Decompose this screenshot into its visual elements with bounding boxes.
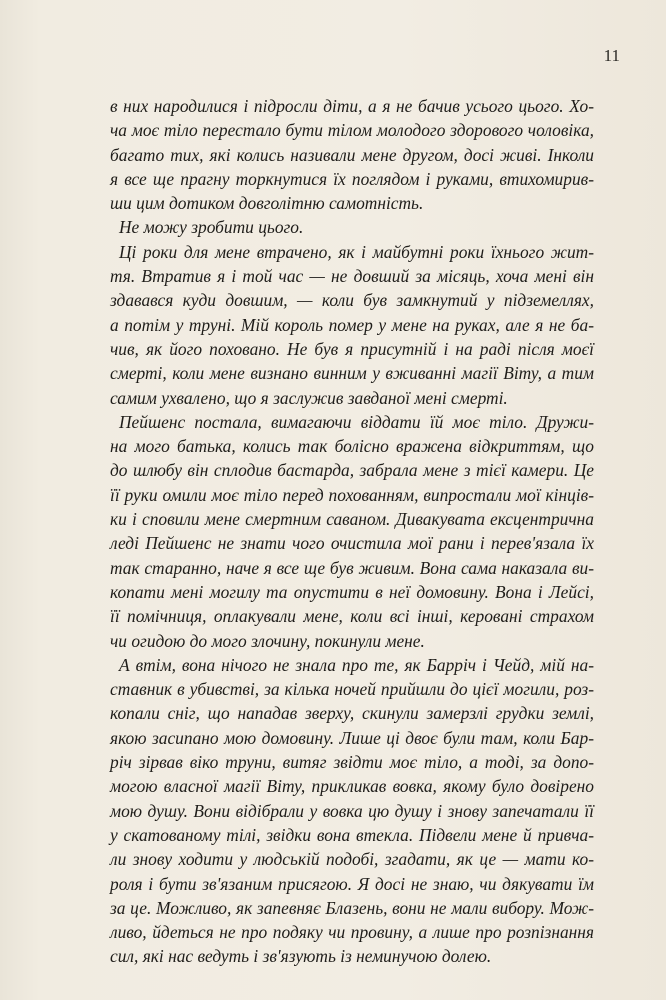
text-line: сил, які нас ведуть і зв'язують із неминучою долею. [110,946,492,967]
text-line: чи огидою до мого злочину, покинули мене. [110,630,425,651]
text-line: ча моє тіло перестало бути тілом молодого здорового чоловіка, [110,120,594,141]
text-line: копати мені могилу та опустити в неї домовину. Вона і Лейсі, [110,581,594,602]
body-text [110,94,594,969]
text-line: мою душу. Вони відібрали у вовка цю душу і знову запечатали її [110,800,594,821]
text-line: ливо, йдеться не про подяку чи провину, а лише про розпізнання [110,922,594,943]
text-line: ши цим дотиком довголітню самотність. [110,193,424,214]
text-line: смерті, коли мене визнано винним у вживанні магії Віту, а тим [110,363,594,384]
text-line: її помічниця, оплакували мене, коли всі інші, керовані страхом [110,606,594,627]
text-line: ли знову ходити у людській подобі, згадати, як це — мати ко- [110,849,594,870]
text-line: її руки омили моє тіло перед похованням, випростали мої кінців- [110,484,594,505]
text-line: могою власної магії Віту, прикликав вовка, якому було довірено [110,776,594,797]
text-line: я все ще прагну торкнутися їх поглядом і руками, втихомирив- [110,168,594,189]
text-line: в них народилися і підросли діти, а я не бачив усього цього. Хо- [110,96,594,116]
text-line: річ зірвав віко труни, витяг звідти моє тіло, а тоді, за допо- [110,752,594,773]
text-line: ки і сповили мене смертним саваном. Дивакувата ексцентрична [110,509,594,530]
text-line: у скатованому тілі, звідки вона втекла. Підвели мене й привча- [110,824,594,845]
text-line: до шлюбу він сплодив бастарда, забрала мене з тієї камери. Це [110,460,594,481]
text-line: Ці роки для мене втрачено, як і майбутні роки їхнього жит- [119,241,594,262]
text-line: ставник в убивстві, за кілька ночей прийшли до цієї могили, роз- [110,679,594,700]
text-line: а потім у труні. Мій король помер у мене на руках, але я не ба- [110,314,594,335]
text-line: за це. Можливо, як запевняє Блазень, вони не мали вибору. Мож- [110,897,594,918]
text-line: якою засипано мою домовину. Лише ці двоє були там, коли Бар- [110,727,594,748]
text-line: Не можу зробити цього. [119,217,304,238]
text-line: Пейшенс постала, вимагаючи віддати їй моє тіло. Дружи- [119,411,594,432]
text-line: копали сніг, що нападав зверху, скинули замерзлі грудки землі, [110,703,594,724]
text-line: багато тих, які колись називали мене другом, досі живі. Інколи [110,144,594,165]
text-line: чив, як його поховано. Не був я присутній і на раді після моєї [110,338,594,359]
text-line: А втім, вона нічого не знала про те, як Барріч і Чейд, мій на- [119,654,594,675]
text-line: на мого батька, колись так болісно вражена відкриттям, що [110,436,594,457]
text-line: леді Пейшенс не знати чого очистила мої рани і перев'язала їх [110,533,594,554]
page-number: 11 [603,46,620,65]
text-line: так старанно, наче я все ще був живим. Вона сама наказала ви- [110,557,594,578]
text-line: тя. Втратив я і той час — не довший за місяць, хоча мені він [110,266,594,287]
text-line: роля і бути зв'язаним присягою. Я досі не знаю, чи дякувати їм [110,873,594,894]
text-line: здавався куди довшим, — коли був замкнутий у підземеллях, [110,290,594,311]
text-line: самим ухвалено, що я заслужив завданої мені смерті. [110,387,508,408]
